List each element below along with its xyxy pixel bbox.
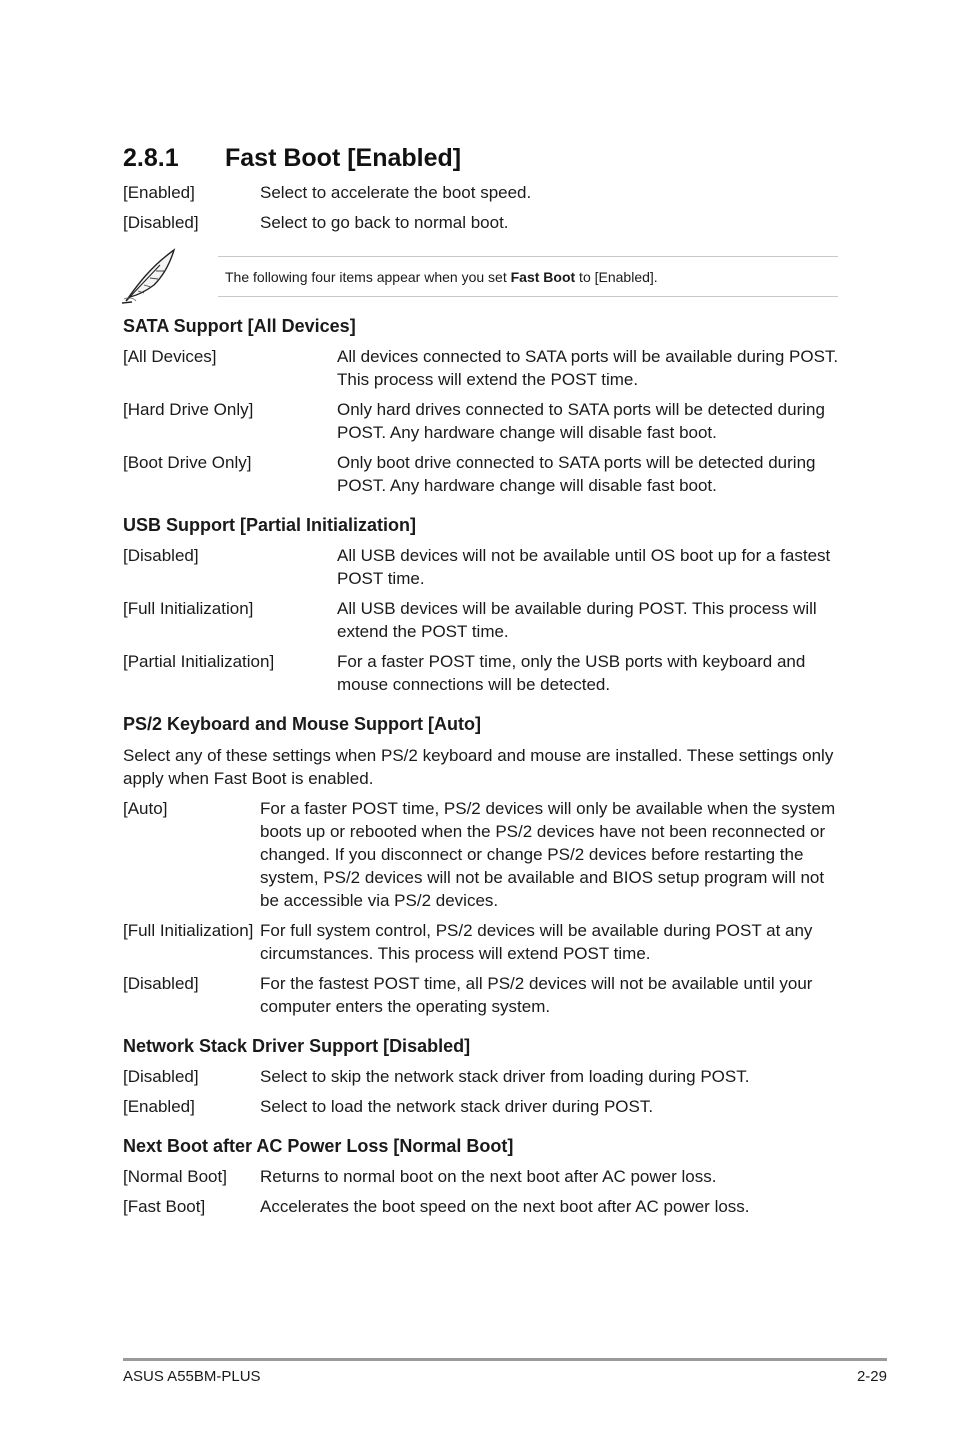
- option-key: [Auto]: [123, 799, 168, 818]
- option-row: [123, 797, 840, 912]
- option-row: [123, 919, 840, 965]
- note-bold: Fast Boot: [510, 269, 576, 285]
- option-desc: For a faster POST time, PS/2 devices will only be available when the system boots up or rebooted when the PS/2 devices have not been reconnected or changed. If you disconnect or change PS/2 devices before restarting the system, PS/2 devices will not be available and BIOS setup program will not be accessible via PS/2 devices.: [260, 799, 836, 910]
- option-key: [Enabled]: [123, 1097, 195, 1116]
- note-top-rule: [218, 256, 838, 257]
- option-desc: Accelerates the boot speed on the next boot after AC power loss.: [260, 1197, 750, 1216]
- option-row: [123, 1065, 840, 1088]
- option-row: [123, 650, 840, 696]
- option-row: [123, 1095, 840, 1118]
- nextboot-heading: Next Boot after AC Power Loss [Normal Boot]: [123, 1136, 514, 1156]
- option-row: [123, 181, 840, 204]
- option-key: [Disabled]: [123, 546, 199, 565]
- option-row: [123, 1195, 840, 1218]
- section-number: 2.8.1: [123, 144, 179, 172]
- usb-heading: USB Support [Partial Initialization]: [123, 515, 417, 535]
- option-key: [Fast Boot]: [123, 1197, 206, 1216]
- footer-product: ASUS A55BM-PLUS: [123, 1368, 261, 1385]
- option-desc: Only boot drive connected to SATA ports will be detected during POST. Any hardware change will disable fast boot.: [337, 453, 816, 495]
- option-row: [123, 544, 840, 590]
- option-row: [123, 211, 840, 234]
- feather-pen-icon: [120, 247, 180, 305]
- option-desc: For the fastest POST time, all PS/2 devices will not be available until your computer enters the operating system.: [260, 974, 813, 1016]
- option-desc: Select to skip the network stack driver from loading during POST.: [260, 1067, 750, 1086]
- option-row: [123, 972, 840, 1018]
- option-key: [Boot Drive Only]: [123, 453, 252, 472]
- option-key: [Hard Drive Only]: [123, 400, 254, 419]
- option-desc: All USB devices will be available during POST. This process will extend the POST time.: [337, 599, 817, 641]
- option-key: [Disabled]: [123, 974, 199, 993]
- option-desc: For full system control, PS/2 devices will be available during POST at any circumstances. This process will extend POST time.: [260, 921, 813, 963]
- option-key: [Normal Boot]: [123, 1167, 227, 1186]
- option-desc: Only hard drives connected to SATA ports will be detected during POST. Any hardware change will disable fast boot.: [337, 400, 825, 442]
- option-key: [Partial Initialization]: [123, 652, 275, 671]
- option-key: [Full Initialization]: [123, 921, 254, 940]
- ps2-heading: PS/2 Keyboard and Mouse Support [Auto]: [123, 714, 482, 734]
- option-row: [123, 597, 840, 643]
- option-row: [123, 451, 840, 497]
- option-key: [Disabled]: [123, 1067, 199, 1086]
- option-key: [Enabled]: [123, 183, 195, 202]
- option-desc: Select to accelerate the boot speed.: [260, 183, 532, 202]
- ps2-intro: Select any of these settings when PS/2 keyboard and mouse are installed. These settings only apply when Fast Boot is enabled.: [123, 746, 834, 788]
- option-row: [123, 345, 840, 391]
- section-heading: Fast Boot [Enabled]: [225, 144, 462, 172]
- option-desc: For a faster POST time, only the USB ports with keyboard and mouse connections will be detected.: [337, 652, 806, 694]
- option-desc: All USB devices will not be available until OS boot up for a fastest POST time.: [337, 546, 831, 588]
- note-bottom-rule: [218, 296, 838, 297]
- section-title: [123, 144, 461, 173]
- option-row: [123, 398, 840, 444]
- page-number: 2-29: [856, 1368, 887, 1385]
- note-text: The following four items appear when you set Fast Boot to [Enabled].: [225, 269, 658, 285]
- option-key: [Disabled]: [123, 213, 199, 232]
- network-heading: Network Stack Driver Support [Disabled]: [123, 1036, 471, 1056]
- option-desc: Select to go back to normal boot.: [260, 213, 509, 232]
- option-key: [Full Initialization]: [123, 599, 254, 618]
- option-key: [All Devices]: [123, 347, 217, 366]
- footer-rule: [123, 1358, 887, 1361]
- option-desc: All devices connected to SATA ports will be available during POST. This process will extend the POST time.: [337, 347, 839, 389]
- option-desc: Returns to normal boot on the next boot after AC power loss.: [260, 1167, 717, 1186]
- sata-heading: SATA Support [All Devices]: [123, 316, 356, 336]
- option-row: [123, 1165, 840, 1188]
- option-desc: Select to load the network stack driver during POST.: [260, 1097, 654, 1116]
